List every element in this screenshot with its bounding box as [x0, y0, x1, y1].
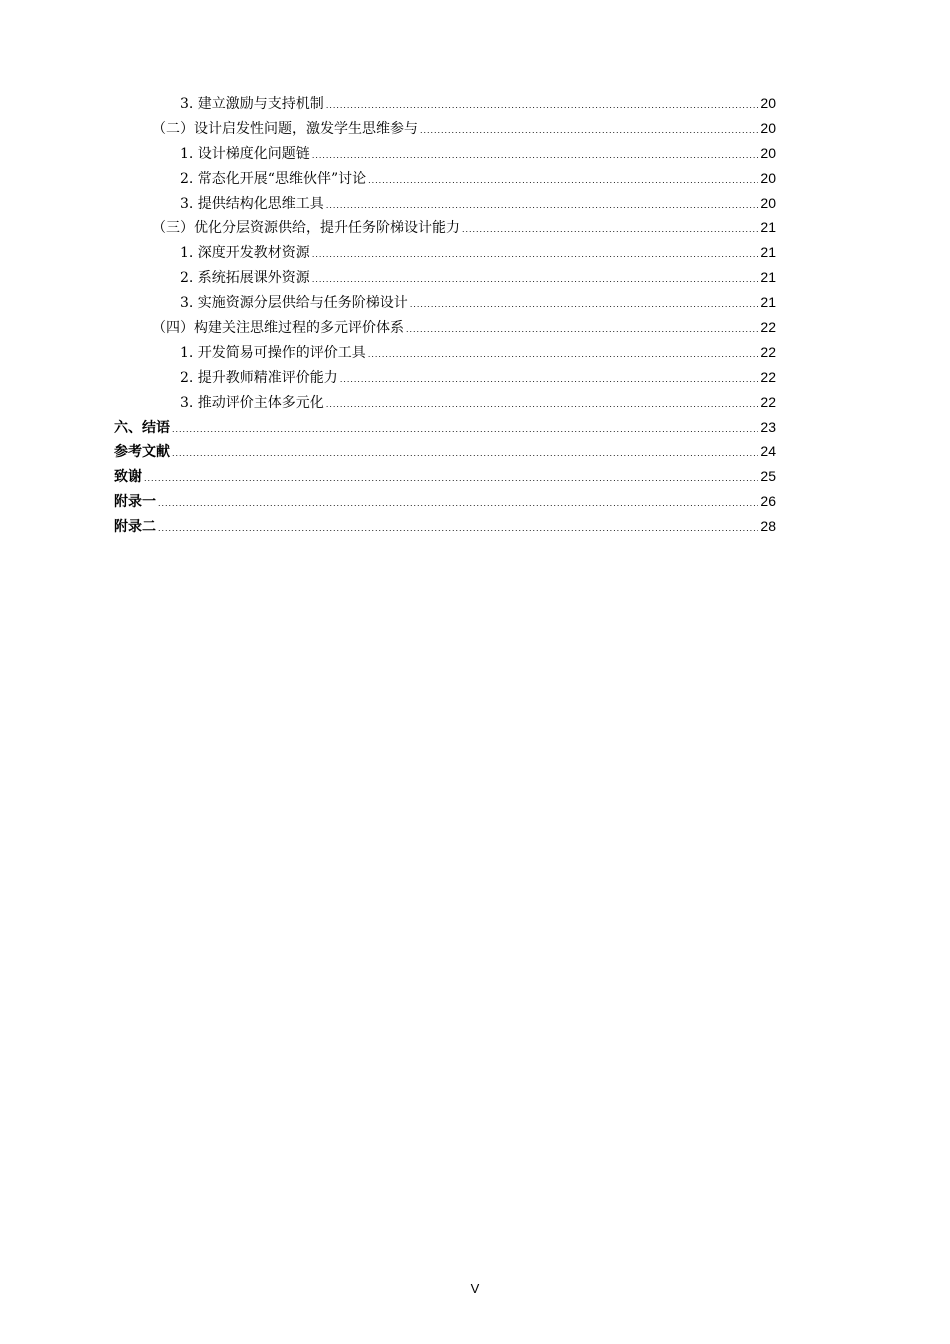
toc-entry[interactable] [114, 415, 776, 440]
toc-entry-title: 3. 提供结构化思维工具 [180, 195, 324, 212]
toc-entry-page: 22 [760, 368, 776, 385]
toc-entry[interactable] [114, 91, 776, 116]
toc-entry-page: 24 [760, 443, 776, 460]
toc-entry-title: 2. 提升教师精准评价能力 [180, 369, 338, 386]
toc-entry-title: 参考文献 [114, 444, 170, 461]
toc-entry[interactable] [114, 265, 776, 290]
toc-entry-title: 1. 深度开发教材资源 [180, 245, 310, 262]
toc-entry[interactable] [114, 365, 776, 390]
page-number: V [470, 1281, 480, 1296]
toc-entry[interactable] [114, 514, 776, 539]
toc-entry-title: 1. 开发简易可操作的评价工具 [180, 344, 366, 361]
toc-entry[interactable] [114, 240, 776, 265]
toc-dot-leader [326, 193, 759, 218]
toc-dot-leader [368, 168, 758, 193]
toc-entry-page: 22 [760, 343, 776, 360]
toc-dot-leader [406, 317, 758, 342]
toc-entry[interactable] [114, 464, 776, 489]
toc-entry-title: 3. 推动评价主体多元化 [180, 394, 324, 411]
toc-dot-leader [340, 367, 759, 392]
toc-entry-page: 28 [760, 518, 776, 535]
toc-dot-leader [172, 441, 758, 466]
toc-entry-title: 3. 建立激励与支持机制 [180, 96, 324, 112]
toc-dot-leader [158, 491, 758, 516]
toc-entry-page: 22 [760, 393, 776, 410]
toc-entry[interactable] [114, 116, 776, 141]
toc-entry-page: 21 [760, 219, 776, 236]
toc-dot-leader [326, 392, 759, 417]
toc-entry[interactable] [114, 191, 776, 216]
toc-entry-title: 2. 常态化开展“思维伙伴”讨论 [180, 170, 367, 187]
toc-dot-leader [172, 417, 758, 442]
toc-entry-title: 2. 系统拓展课外资源 [180, 270, 310, 287]
toc-dot-leader [158, 516, 758, 541]
toc-entry-page: 21 [760, 244, 776, 261]
toc-entry-page: 20 [760, 194, 776, 211]
toc-dot-leader [312, 143, 759, 168]
toc-entry-page: 20 [760, 95, 776, 111]
toc-dot-leader [144, 466, 758, 491]
toc-entry-page: 20 [760, 169, 776, 186]
toc-dot-leader [462, 217, 758, 242]
toc-entry[interactable] [114, 215, 776, 240]
toc-entry[interactable] [114, 489, 776, 514]
toc-entry-title: 附录二 [114, 519, 156, 536]
toc-entry[interactable] [114, 141, 776, 166]
toc-entry[interactable] [114, 439, 776, 464]
toc-entry-title: 六、结语 [114, 419, 170, 436]
toc-entry-title: （二）设计启发性问题，激发学生思维参与 [152, 120, 418, 137]
toc-dot-leader [368, 342, 759, 367]
toc-entry-title: 3. 实施资源分层供给与任务阶梯设计 [180, 295, 408, 312]
toc-entry-page: 23 [760, 418, 776, 435]
toc-entry[interactable] [114, 315, 776, 340]
toc-entry-page: 26 [760, 493, 776, 510]
toc-entry-page: 20 [760, 119, 776, 136]
toc-entry[interactable] [114, 390, 776, 415]
toc-entry-page: 25 [760, 468, 776, 485]
toc-entry-title: 1. 设计梯度化问题链 [180, 145, 310, 162]
toc-dot-leader [312, 267, 759, 292]
toc-entry-page: 20 [760, 144, 776, 161]
toc-dot-leader [420, 118, 758, 143]
toc-entry-title: （三）优化分层资源供给，提升任务阶梯设计能力 [152, 220, 460, 237]
toc-entry-page: 22 [760, 319, 776, 336]
toc-entry-page: 21 [760, 269, 776, 286]
toc-dot-leader [326, 93, 759, 118]
toc-entry[interactable] [114, 340, 776, 365]
toc-entry-title: 致谢 [114, 469, 142, 486]
toc-entry[interactable] [114, 290, 776, 315]
toc-dot-leader [410, 292, 759, 317]
table-of-contents [114, 91, 776, 539]
toc-entry-page: 21 [760, 294, 776, 311]
toc-entry-title: 附录一 [114, 494, 156, 511]
toc-entry-title: （四）构建关注思维过程的多元评价体系 [152, 320, 404, 337]
toc-entry[interactable] [114, 166, 776, 191]
toc-dot-leader [312, 242, 759, 267]
